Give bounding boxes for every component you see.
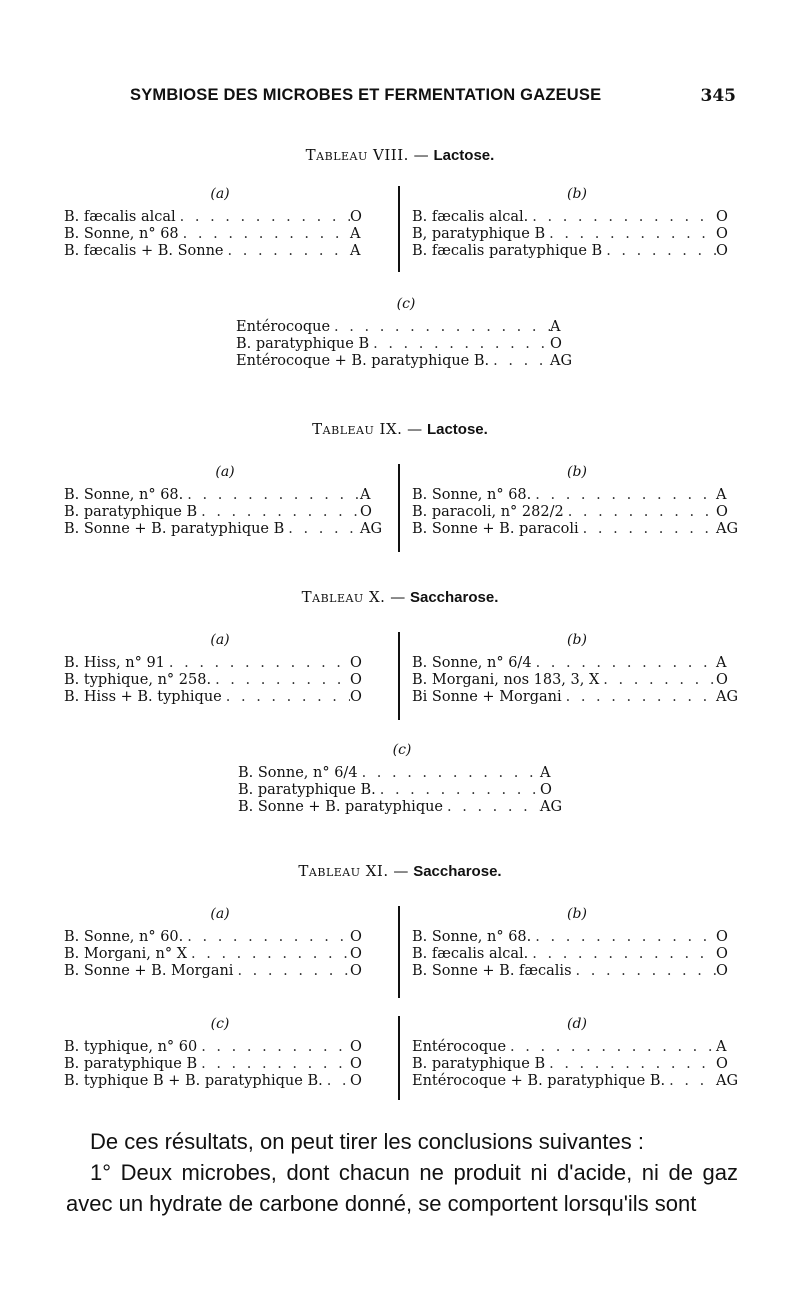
tableau-xi-col-a: (a) B. Sonne, n° 60. . . . O B. Morgani, n° X . . . O B. Sonne + B. Morgani . . . O bbox=[64, 906, 376, 980]
strain-name: B. paratyphique B bbox=[64, 1056, 198, 1072]
strain-name: Entérocoque + B. paratyphique B. bbox=[412, 1073, 666, 1089]
table-row bbox=[238, 799, 566, 816]
table-row bbox=[412, 1073, 742, 1090]
strain-name: B. fæcalis + B. Sonne bbox=[64, 243, 224, 259]
tableau-xi-col-b: (b) B. Sonne, n° 68. . . . O B. fæcalis alcal. . . . O B. Sonne + B. fæcalis . . . O bbox=[412, 906, 742, 980]
result-code: A bbox=[350, 226, 361, 242]
table-row bbox=[64, 946, 376, 963]
result-code: O bbox=[360, 504, 372, 520]
leader-dots bbox=[179, 226, 350, 243]
strain-name: B. fæcalis alcal. bbox=[412, 946, 529, 962]
strain-name: Entérocoque bbox=[236, 319, 331, 335]
strain-name: B. Sonne + B. fæcalis bbox=[412, 963, 572, 979]
result-code: O bbox=[716, 504, 728, 520]
result-code: O bbox=[716, 243, 728, 259]
leader-dots bbox=[489, 353, 550, 370]
table-row bbox=[412, 521, 742, 538]
leader-dots bbox=[284, 521, 360, 538]
leader-dots bbox=[183, 929, 350, 946]
table-row bbox=[236, 336, 576, 353]
table-row bbox=[64, 1056, 376, 1073]
column-divider bbox=[398, 1016, 400, 1100]
result-code: A bbox=[350, 243, 361, 259]
leader-dots bbox=[197, 1039, 350, 1056]
leader-dots bbox=[506, 1039, 716, 1056]
leader-dots bbox=[665, 1073, 716, 1090]
table-row bbox=[64, 672, 376, 689]
table-row bbox=[238, 782, 566, 799]
strain-name: B. Sonne, n° 68. bbox=[412, 487, 532, 503]
result-code: A bbox=[716, 655, 727, 671]
strain-name: B. Sonne, n° 68. bbox=[64, 487, 184, 503]
body-text bbox=[66, 1126, 738, 1219]
strain-name: Entérocoque bbox=[412, 1039, 507, 1055]
leader-dots bbox=[330, 319, 550, 336]
strain-name: B. Hiss + B. typhique bbox=[64, 689, 222, 705]
leader-dots bbox=[187, 946, 350, 963]
strain-name: B. paratyphique B bbox=[236, 336, 370, 352]
table-row bbox=[236, 319, 576, 336]
result-code: O bbox=[350, 672, 362, 688]
table-row bbox=[412, 672, 742, 689]
running-title: SYMBIOSE DES MICROBES ET FERMENTATION GAZEUSE bbox=[130, 86, 602, 104]
tableau-x-col-b: (b) B. Sonne, n° 6/4 . . . A B. Morgani, nos 183, 3, X . . . O Bi Sonne + Morgani . . . AG bbox=[412, 632, 742, 706]
leader-dots bbox=[599, 672, 716, 689]
leader-dots bbox=[323, 1073, 350, 1090]
leader-dots bbox=[602, 243, 716, 260]
tableau-xi-col-c: (c) B. typhique, n° 60 . . . O B. paratyphique B . . . O B. typhique B + B. paratyphique B. . . . O bbox=[64, 1016, 376, 1090]
strain-name: B. paratyphique B bbox=[64, 504, 198, 520]
tableau-ix-col-a: (a) B. Sonne, n° 68. . . . A B. paratyphique B . . . O B. Sonne + B. paratyphique B . . . AG bbox=[64, 464, 386, 538]
tableau-x-col-c: (c) B. Sonne, n° 6/4 . . . A B. paratyphique B. . . . O B. Sonne + B. paratyphique . . . AG bbox=[238, 742, 566, 816]
tableau-viii-col-c: (c) Entérocoque . . . A B. paratyphique B . . . O Entérocoque + B. paratyphique B. . . . AG bbox=[236, 296, 576, 370]
result-code: O bbox=[350, 1073, 362, 1089]
table-row bbox=[412, 226, 742, 243]
table-row bbox=[236, 353, 576, 370]
leader-dots bbox=[376, 782, 540, 799]
table-row bbox=[64, 655, 376, 672]
result-code: O bbox=[350, 655, 362, 671]
result-code: O bbox=[350, 929, 362, 945]
leader-dots bbox=[564, 504, 716, 521]
table-row bbox=[412, 1039, 742, 1056]
strain-name: B. Sonne, n° 6/4 bbox=[412, 655, 532, 671]
leader-dots bbox=[165, 655, 350, 672]
tableau-ix-col-b: (b) B. Sonne, n° 68. . . . A B. paracoli, n° 282/2 . . . O B. Sonne + B. paracoli . . . AG bbox=[412, 464, 742, 538]
result-code: O bbox=[550, 336, 562, 352]
table-row bbox=[64, 1039, 376, 1056]
result-code: AG bbox=[360, 521, 383, 537]
table-row bbox=[412, 689, 742, 706]
strain-name: B. typhique, n° 60 bbox=[64, 1039, 198, 1055]
result-code: O bbox=[350, 689, 362, 705]
result-code: AG bbox=[540, 799, 563, 815]
result-code: AG bbox=[716, 1073, 739, 1089]
leader-dots bbox=[176, 209, 350, 226]
table-row bbox=[412, 946, 742, 963]
strain-name: B. fæcalis alcal. bbox=[412, 209, 529, 225]
strain-name: B. fæcalis alcal bbox=[64, 209, 176, 225]
table-row bbox=[64, 504, 386, 521]
leader-dots bbox=[183, 487, 360, 504]
strain-name: B, paratyphique B bbox=[412, 226, 546, 242]
strain-name: B. Sonne + B. paratyphique bbox=[238, 799, 444, 815]
result-code: AG bbox=[716, 521, 739, 537]
tableau-xi-col-d: (d) Entérocoque . . . A B. paratyphique B . . . O Entérocoque + B. paratyphique B. . . . AG bbox=[412, 1016, 742, 1090]
table-row bbox=[412, 1056, 742, 1073]
table-row bbox=[64, 487, 386, 504]
result-code: O bbox=[716, 946, 728, 962]
table-row bbox=[64, 521, 386, 538]
tableau-x-col-a: (a) B. Hiss, n° 91 . . . O B. typhique, n° 258. . . . O B. Hiss + B. typhique . . . O bbox=[64, 632, 376, 706]
leader-dots bbox=[579, 521, 716, 538]
leader-dots bbox=[562, 689, 716, 706]
leader-dots bbox=[197, 1056, 350, 1073]
strain-name: B. paratyphique B. bbox=[238, 782, 376, 798]
table-row bbox=[412, 655, 742, 672]
strain-name: B. Sonne + B. paratyphique B bbox=[64, 521, 285, 537]
result-code: O bbox=[540, 782, 552, 798]
leader-dots bbox=[224, 243, 350, 260]
strain-name: B. Sonne, n° 6/4 bbox=[238, 765, 358, 781]
leader-dots bbox=[572, 963, 716, 980]
table-row bbox=[64, 929, 376, 946]
strain-name: B. fæcalis paratyphique B bbox=[412, 243, 603, 259]
column-divider bbox=[398, 464, 400, 552]
result-code: O bbox=[350, 963, 362, 979]
result-code: A bbox=[540, 765, 551, 781]
leader-dots bbox=[197, 504, 360, 521]
result-code: A bbox=[716, 1039, 727, 1055]
strain-name: B. Hiss, n° 91 bbox=[64, 655, 165, 671]
table-row bbox=[412, 963, 742, 980]
strain-name: B. typhique B + B. paratyphique B. bbox=[64, 1073, 323, 1089]
table-row bbox=[64, 243, 376, 260]
result-code: AG bbox=[716, 689, 739, 705]
result-code: A bbox=[550, 319, 561, 335]
strain-name: B. Sonne, n° 60. bbox=[64, 929, 184, 945]
strain-name: B. typhique, n° 258. bbox=[64, 672, 212, 688]
page-header bbox=[130, 80, 740, 114]
strain-name: B. paracoli, n° 282/2 bbox=[412, 504, 564, 520]
tableau-viii-col-b: (b) B. fæcalis alcal. . . . O B, paratyphique B . . . O B. fæcalis paratyphique B . . . O bbox=[412, 186, 742, 260]
leader-dots bbox=[211, 672, 350, 689]
leader-dots bbox=[532, 655, 716, 672]
leader-dots bbox=[222, 689, 350, 706]
strain-name: Bi Sonne + Morgani bbox=[412, 689, 562, 705]
leader-dots bbox=[369, 336, 550, 353]
result-code: O bbox=[350, 1056, 362, 1072]
table-row bbox=[412, 929, 742, 946]
result-code: O bbox=[350, 946, 362, 962]
result-code: O bbox=[716, 1056, 728, 1072]
leader-dots bbox=[443, 799, 540, 816]
page-number: 345 bbox=[700, 86, 736, 106]
result-code: O bbox=[716, 929, 728, 945]
result-code: A bbox=[360, 487, 371, 503]
strain-name: B. paratyphique B bbox=[412, 1056, 546, 1072]
table-row bbox=[238, 765, 566, 782]
tableau-viii-col-a: (a) B. fæcalis alcal . . . O B. Sonne, n° 68 . . . A B. fæcalis + B. Sonne . . . A bbox=[64, 186, 376, 260]
column-divider bbox=[398, 632, 400, 720]
strain-name: Entérocoque + B. paratyphique B. bbox=[236, 353, 490, 369]
leader-dots bbox=[233, 963, 350, 980]
result-code: A bbox=[716, 487, 727, 503]
leader-dots bbox=[531, 487, 716, 504]
table-row bbox=[64, 963, 376, 980]
result-code: O bbox=[716, 226, 728, 242]
strain-name: B. Sonne, n° 68 bbox=[64, 226, 179, 242]
leader-dots bbox=[545, 1056, 716, 1073]
table-row bbox=[64, 226, 376, 243]
result-code: AG bbox=[550, 353, 573, 369]
table-row bbox=[412, 209, 742, 226]
tableau-viii-title: Tableau VIII. — Lactose. bbox=[305, 146, 495, 164]
leader-dots bbox=[528, 209, 716, 226]
result-code: O bbox=[350, 1039, 362, 1055]
strain-name: B. Sonne + B. paracoli bbox=[412, 521, 579, 537]
leader-dots bbox=[531, 929, 716, 946]
tableau-ix-title: Tableau IX. — Lactose. bbox=[312, 420, 488, 438]
leader-dots bbox=[545, 226, 716, 243]
column-divider bbox=[398, 186, 400, 272]
result-code: O bbox=[716, 209, 728, 225]
table-row bbox=[64, 209, 376, 226]
result-code: O bbox=[716, 672, 728, 688]
tableau-x-title: Tableau X. — Saccharose. bbox=[301, 588, 499, 606]
table-row bbox=[64, 1073, 376, 1090]
column-divider bbox=[398, 906, 400, 998]
leader-dots bbox=[528, 946, 716, 963]
paragraph: De ces résultats, on peut tirer les conclusions suivantes : bbox=[90, 1129, 644, 1154]
strain-name: B. Morgani, n° X bbox=[64, 946, 188, 962]
table-row bbox=[412, 487, 742, 504]
strain-name: B. Sonne, n° 68. bbox=[412, 929, 532, 945]
strain-name: B. Morgani, nos 183, 3, X bbox=[412, 672, 600, 688]
paragraph: 1° Deux microbes, dont chacun ne produit ni d'acide, ni de gaz avec un hydrate de carbone donné, se comportent lorsqu'ils sont bbox=[66, 1160, 738, 1216]
leader-dots bbox=[358, 765, 540, 782]
table-row bbox=[412, 243, 742, 260]
table-row bbox=[64, 689, 376, 706]
tableau-xi-title: Tableau XI. — Saccharose. bbox=[298, 862, 502, 880]
result-code: O bbox=[716, 963, 728, 979]
result-code: O bbox=[350, 209, 362, 225]
strain-name: B. Sonne + B. Morgani bbox=[64, 963, 234, 979]
table-row bbox=[412, 504, 742, 521]
